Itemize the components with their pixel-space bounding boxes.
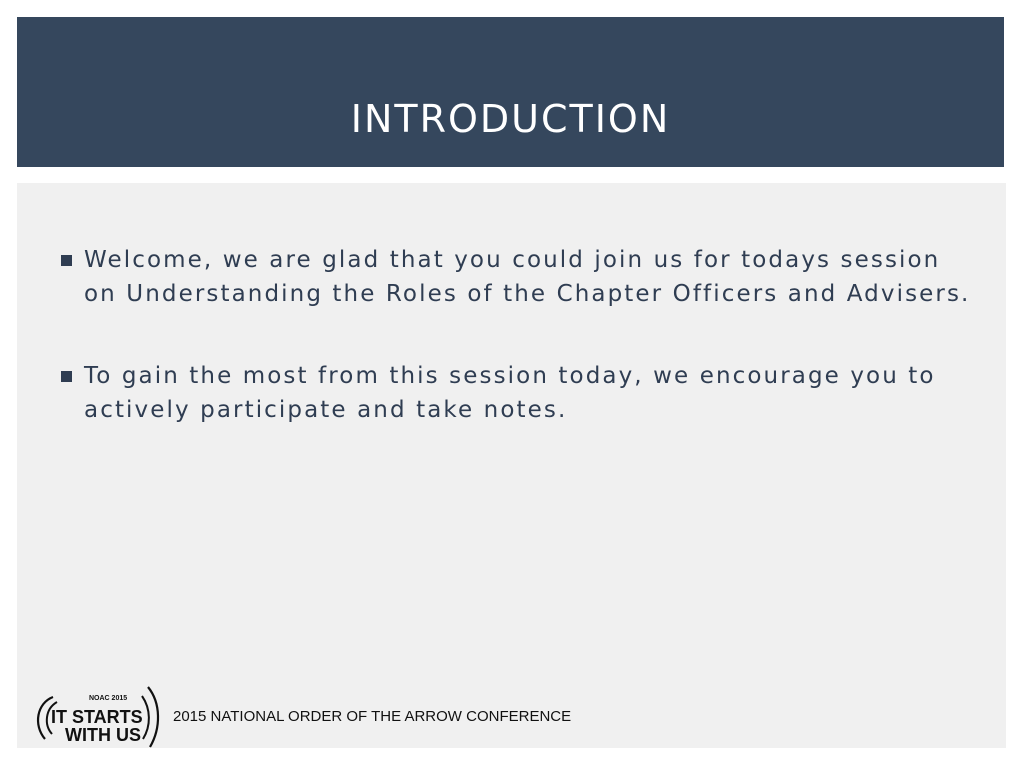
logo-top-text: NOAC 2015 (89, 695, 128, 702)
bullet-item (61, 243, 981, 311)
square-bullet-icon (61, 255, 72, 266)
slide-content (17, 183, 1006, 748)
square-bullet-icon (61, 371, 72, 382)
noac-logo (31, 683, 161, 749)
bullet-text: To gain the most from this session today, we encourage you to actively participate and take notes. (84, 363, 936, 423)
conference-footer: 2015 NATIONAL ORDER OF THE ARROW CONFERENCE (173, 708, 572, 725)
logo-line1-text: IT STARTS (51, 707, 143, 727)
bullet-text: Welcome, we are glad that you could join us for todays session on Understanding the Roles of the Chapter Officers and Advisers. (84, 247, 971, 307)
slide-title: INTRODUCTION (350, 97, 671, 141)
logo-right-inner-arc (142, 696, 149, 739)
slide-header (17, 17, 1004, 167)
bullet-item (61, 359, 981, 427)
logo-line2-text: WITH US (65, 725, 141, 745)
bullet-list (61, 243, 981, 427)
